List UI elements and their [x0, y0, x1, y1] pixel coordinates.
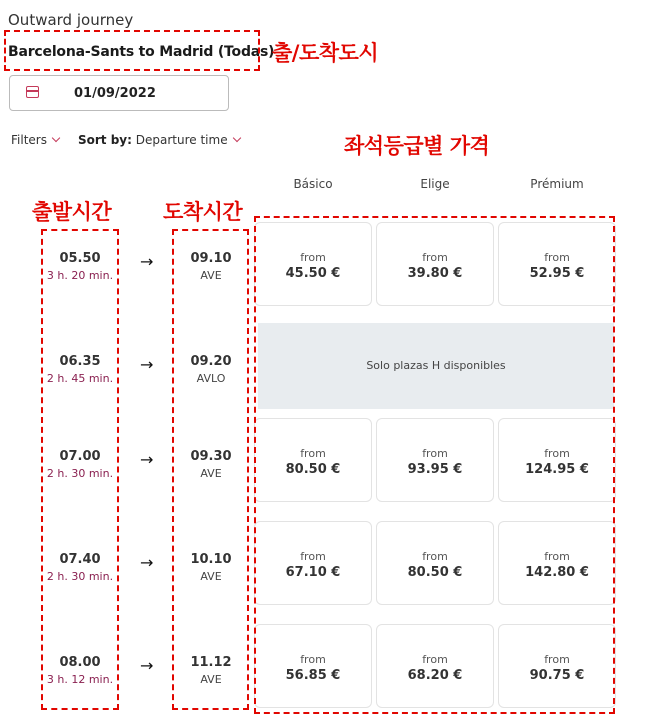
price-prefix: from — [544, 251, 570, 264]
filters-label: Filters — [11, 133, 47, 147]
departure-time: 08.00 — [59, 655, 101, 670]
arrow-right-icon: → — [140, 656, 154, 675]
price-prefix: from — [544, 550, 570, 563]
sort-value: Departure time — [135, 133, 228, 147]
train-service: AVE — [200, 269, 222, 282]
departure-time: 07.40 — [59, 552, 101, 567]
annotation-box-prices — [254, 216, 615, 714]
annotation-box-route — [4, 30, 260, 71]
trip-duration: 3 h. 20 min. — [46, 269, 114, 282]
annotation-price: 좌석등급별 가격 — [344, 134, 490, 158]
arrival-time: 09.10 — [190, 251, 232, 266]
column-header-elige: Elige — [420, 177, 450, 191]
train-service: AVE — [200, 673, 222, 686]
column-header-basico: Básico — [293, 177, 333, 191]
annotation-arrival: 도착시간 — [163, 200, 243, 224]
trip-duration: 3 h. 12 min. — [46, 673, 114, 686]
price-prefix: from — [300, 447, 326, 460]
train-service: AVE — [200, 467, 222, 480]
price-prefix: from — [422, 251, 448, 264]
filters-dropdown[interactable] — [11, 133, 59, 147]
column-header-premium: Prémium — [530, 177, 584, 191]
date-value: 01/09/2022 — [74, 86, 156, 101]
annotation-box-departure — [41, 229, 119, 710]
arrow-right-icon: → — [140, 355, 154, 374]
train-service: AVLO — [196, 372, 226, 385]
sort-dropdown[interactable] — [78, 133, 240, 147]
fare-price: 45.50 € — [285, 266, 341, 281]
fare-price: 90.75 € — [529, 668, 585, 683]
annotation-box-arrival — [172, 229, 249, 710]
calendar-icon — [26, 86, 39, 98]
price-prefix: from — [300, 653, 326, 666]
fare-price: 67.10 € — [285, 565, 341, 580]
arrival-time: 09.30 — [190, 449, 232, 464]
fare-price: 124.95 € — [525, 462, 589, 477]
trip-duration: 2 h. 30 min. — [46, 467, 114, 480]
chevron-down-icon — [52, 134, 60, 142]
journey-title: Outward journey — [8, 11, 134, 29]
fare-price: 80.50 € — [285, 462, 341, 477]
arrival-time: 10.10 — [190, 552, 232, 567]
departure-time: 05.50 — [59, 251, 101, 266]
price-prefix: from — [422, 447, 448, 460]
chevron-down-icon — [232, 134, 240, 142]
fare-price: 39.80 € — [407, 266, 463, 281]
price-prefix: from — [544, 653, 570, 666]
fare-price: 56.85 € — [285, 668, 341, 683]
price-prefix: from — [422, 550, 448, 563]
fare-price: 68.20 € — [407, 668, 463, 683]
price-prefix: from — [544, 447, 570, 460]
departure-time: 06.35 — [59, 354, 101, 369]
train-service: AVE — [200, 570, 222, 583]
trip-duration: 2 h. 30 min. — [46, 570, 114, 583]
fare-price: 80.50 € — [407, 565, 463, 580]
unavailable-message: Solo plazas H disponibles — [366, 359, 506, 372]
annotation-departure: 출발시간 — [32, 200, 112, 224]
arrival-time: 11.12 — [190, 655, 232, 670]
sort-prefix: Sort by: — [78, 133, 132, 147]
annotation-city: 출/도착도시 — [272, 41, 379, 65]
price-prefix: from — [300, 251, 326, 264]
arrow-right-icon: → — [140, 252, 154, 271]
route-label: Barcelona-Sants to Madrid (Todas) — [8, 44, 275, 60]
fare-price: 52.95 € — [529, 266, 585, 281]
arrival-time: 09.20 — [190, 354, 232, 369]
fare-price: 93.95 € — [407, 462, 463, 477]
trip-duration: 2 h. 45 min. — [46, 372, 114, 385]
price-prefix: from — [300, 550, 326, 563]
price-prefix: from — [422, 653, 448, 666]
departure-time: 07.00 — [59, 449, 101, 464]
arrow-right-icon: → — [140, 450, 154, 469]
date-selector[interactable] — [9, 75, 229, 111]
fare-price: 142.80 € — [525, 565, 589, 580]
arrow-right-icon: → — [140, 553, 154, 572]
